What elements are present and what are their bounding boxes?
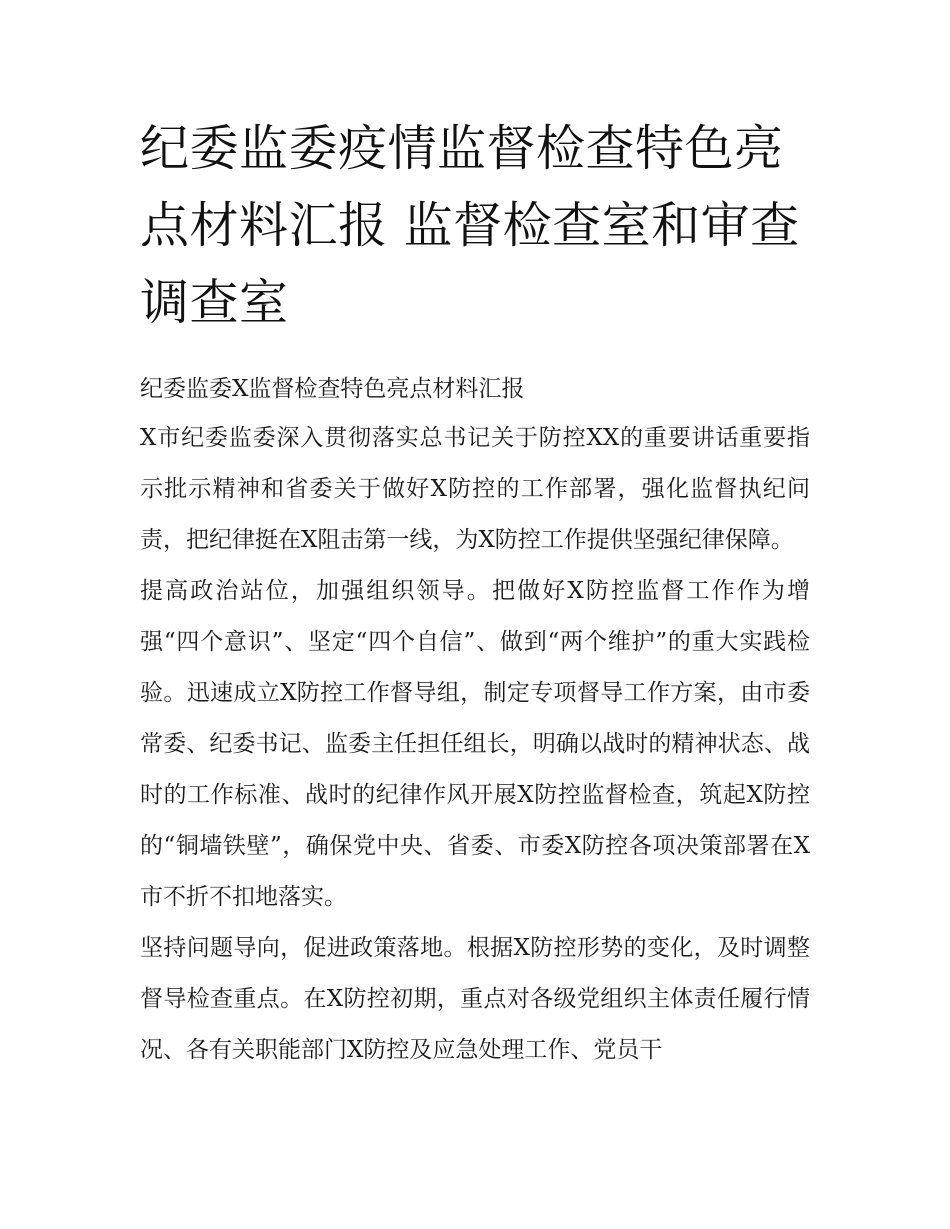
paragraph-political-stance: 提高政治站位，加强组织领导。把做好X防控监督工作作为增强“四个意识”、坚定“四个自信”、做到“两个维护”的重大实践检验。迅速成立X防控工作督导组，制定专项督导工作方案，由市委常委、纪委书记、监委主任担任组长，明确以战时的精神状态、战时的工作标准、战时的纪律作风开展X防控监督检查，筑起X防控的“铜墙铁壁”，确保党中央、省委、市委X防控各项决策部署在X市不折不扣地落实。 <box>140 578 810 910</box>
paragraph-problem-oriented: 坚持问题导向，促进政策落地。根据X防控形势的变化，及时调整督导检查重点。在X防控初期，重点对各级党组织主体责任履行情况、各有关职能部门X防控及应急处理工作、党员干 <box>140 935 810 1063</box>
document-subtitle: 纪委监委X监督检查特色亮点材料汇报 <box>140 376 525 402</box>
document-title: 纪委监委疫情监督检查特色亮点材料汇报 监督检查室和审查调查室 <box>140 120 800 331</box>
paragraph-intro: X市纪委监委深入贯彻落实总书记关于防控XX的重要讲话重要指示批示精神和省委关于做好X防控的工作部署，强化监督执纪问责，把纪律挺在X阻击第一线，为X防控工作提供坚强纪律保障。 <box>140 425 810 553</box>
